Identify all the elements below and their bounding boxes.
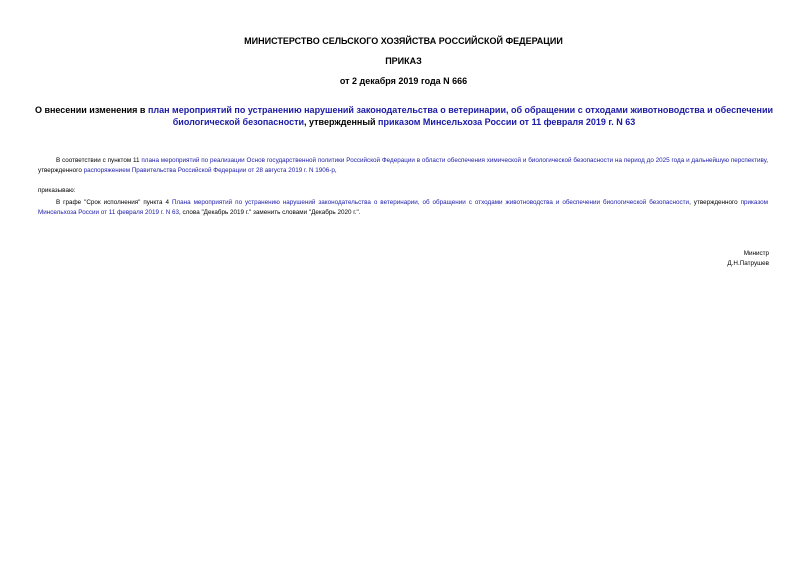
document-date-number: от 2 декабря 2019 года N 666 [339, 76, 468, 86]
amendment-paragraph [38, 198, 768, 218]
preamble-text-a: В соответствии с пунктом 11 [56, 157, 142, 164]
document-title [34, 104, 774, 128]
preamble-text-b: , утвержденного [38, 157, 768, 174]
amendment-text-c: , слова "Декабрь 2019 г." заменить словами "Декабрь 2020 г.". [179, 209, 361, 216]
preamble-text-c: , [334, 167, 337, 174]
signatory-name: Д.Н.Патрушев [727, 260, 769, 267]
amendment-order-link[interactable]: приказом Минсельхоза России от 11 февраля 2019 г. N 63 [38, 199, 768, 216]
amendment-text-b: , утвержденного [689, 199, 741, 206]
ministry-name: МИНИСТЕРСТВО СЕЛЬСКОГО ХОЗЯЙСТВА РОССИЙСКОЙ ФЕДЕРАЦИИ [244, 36, 563, 46]
title-middle: , утвержденный [304, 117, 379, 127]
preamble-decree-link[interactable]: распоряжением Правительства Российской Федерации от 28 августа 2019 г. N 1906-р [83, 167, 335, 174]
amendment-text-a: В графе "Срок исполнения" пункта 4 [56, 199, 172, 206]
signatory-position: Министр [743, 250, 769, 257]
preamble-plan-link[interactable]: плана мероприятий по реализации Основ государственной политики Российской Федерации в области обеспечения химической и биологической безопасности на период до 2025 года и дальнейшую перспективу [141, 157, 767, 164]
document-type: ПРИКАЗ [385, 56, 422, 66]
signature-block [727, 249, 769, 269]
preamble-paragraph [38, 156, 768, 176]
title-prefix: О внесении изменения в [34, 105, 148, 115]
title-plan-link[interactable]: план мероприятий по устранению нарушений законодательства о ветеринарии, об обращении с отходами животноводства и обеспечении биологической безопасности [147, 105, 774, 127]
amendment-plan-link[interactable]: Плана мероприятий по устранению нарушений законодательства о ветеринарии, об обращении с отходами животноводства и обеспечении биологической безопасности [171, 199, 690, 206]
order-word: приказываю: [38, 187, 76, 194]
title-order-link[interactable]: приказом Минсельхоза России от 11 февраля 2019 г. N 63 [378, 117, 636, 127]
